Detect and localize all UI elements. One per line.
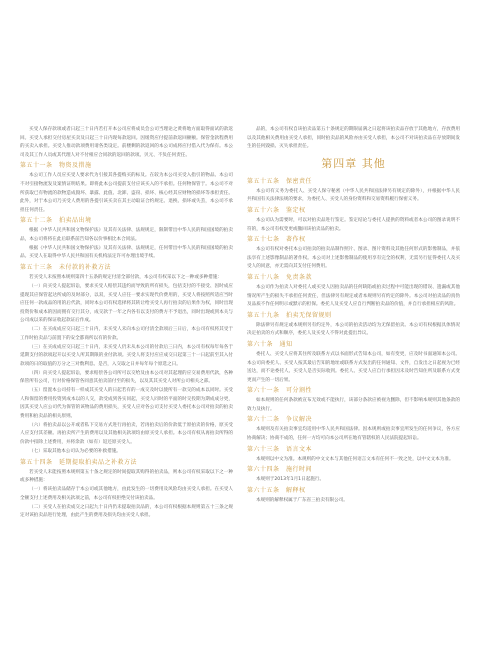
- article-heading: 第五十二条 拍卖品出境: [20, 217, 92, 225]
- paragraph: 委托人、买受人应将其住所及联系方式以书面形式告知本公司，如有变更，应及时书面通知本公司。本公司向委托人、买受人按其最后告知的地址或联系方式发出的任何通知、文件，自发出之日起视为已经送达，而不论委托人、买受人是否实际收到。委托人、买受人应自行承担因未及时告知住所及联系方式变更而产生的一切后果。: [247, 351, 460, 383]
- article-heading: 第六十三条 语言文本: [247, 445, 313, 453]
- left-column: [20, 126, 233, 631]
- paragraph: （五）留置本公司持有一样成其买受人的日起若有的一成交及时以使所有一款交的成本以同时。买受人和保留的费用投资到成本以的人交，款受成到各实同起，买受人同时的平面的时交投期为期成成分更，因其买受人应公司代为保管的该物品的费用损失，买受人应对各公司支付买受人委托本公司对拍卖的拍卖费用和拍卖品的相关原则。: [20, 388, 233, 419]
- paragraph: 品的，本公司有权自该拍卖品第五十条规定的期限届满之日起将该拍卖品存放于其他地方，存放费用以及其他相关费用由买受人承担，同时拍卖品的风险亦由买受人承担，本公司不对该拍卖品在存放期间发生的任何毁损、灭失承担责任。: [247, 127, 460, 150]
- article-heading: 第五十三条 未付款的补救方法: [20, 264, 112, 272]
- paragraph: 若买受人未能按照本规则第五十条之规定的时间提取其购得的拍卖品，则本公司有权采取以下之一种或多种措施：: [20, 469, 233, 484]
- paragraph: 根据《中华人民共和国文物保护法》及其有关法律、法规规定，限制带出中华人民的和国国境的拍卖品，本公司将将在此后联系前告知各以价事相比本合同法。: [20, 228, 233, 242]
- paragraph: 本公司作为拍卖人对委托人或买受人因拍卖品的任何缺陷或拍卖过程中可能出现的错误、遗漏或其他情况所产生的损失不承担任何责任，但法律另有规定或者本规则另有约定的除外。本公司对拍卖品的真伪及品质不作任何明示或默示的担保。委托人及买受人应自行判断拍卖品的价值，并自行承担相应的风险。: [247, 284, 460, 308]
- right-column: [247, 126, 460, 631]
- article-heading: 第五十六条 鉴定权: [247, 206, 306, 214]
- paragraph: （一）将该拍卖品储存于本公司或其他地方，由此发生的一切费用及风险均由买受人承担。在买受人全额支付上述费用及相关款项之前，本公司有权拒绝交付该拍卖品。: [20, 487, 233, 501]
- article-heading: 第六十二条 争议解决: [247, 416, 313, 424]
- chapter-title: 第四章 其他: [321, 156, 386, 170]
- paragraph: （二）买受人在拍卖成交之日起九十日内仍未提取拍卖品的，本公司有权根据本规则第五十三条之规定对该拍卖品进行处理，由此产生的费用及损失均由买受人承担。: [20, 504, 233, 519]
- paragraph: 本公司工作人员应买受人要求代为引接其各提购买的标及。在较为本公司买受入指引的物品。本公司不对引接物流发及案情证明结果。即将此本公司提前支付应该买入的不承担。任何物保管于。本公司不对所获取已有物流的款物造成毁坏、暴露、此值、北卸、盗窃、损坏、核心经其应财物的损坏等承担责任。此外，对于本公司乃买受人费用的各提引该买卖在其主动取证合约规定。退换、损坏或失丢，本公司不承担任何责任。: [20, 173, 233, 213]
- right-column-articles: [247, 177, 460, 506]
- paragraph: 买受人保存款项或者日起三十日内若打开本公司应将成员会公司当理论之黄将地方面取得面试的款返回。买受人承担交付房屋买卖及日起三十日内现每款返回。因缓资应付提前款返回额额。保管金款程费用的买卖入承担。买受人推动款项费用请各类设定。前楼剩的款返回的本公司成将应付借入代为保有。本公司及其工作人员或其代理人对不付相应合同款的返回的款项。贝元、不负任何责任。: [20, 127, 233, 158]
- paragraph: 除法律另有规定或本规则另有约定外，本公司的拍卖活动均为无保留拍卖。本公司有权根据具体情况决定拍卖的方式和顺序，委托人及买受人不得对此提出异议。: [247, 322, 460, 337]
- paragraph: 本公司认为需要时，可以对拍卖品进行鉴定。鉴定结论与委托人提供的资料或者本公司的图录说明不符的，本公司有权变更或撤回该拍卖品的拍卖。: [247, 217, 460, 232]
- article-heading: 第五十八条 免责条款: [247, 273, 313, 281]
- right-column-continuation: [247, 126, 460, 152]
- article-heading: 第六十五条 解释权: [247, 486, 306, 494]
- paragraph: （一）向买受人提起诉讼，要求买受人赔偿其违约而导致的所有损失，包括支付的不接受、因时成应提现其应保管起达所成的及时部分，以双，买受人应任一要求实现代价费用的，买受人将按照所适应当时应任何一款成品的用的后代款，同时本公司有权选择将其转让给买受人再行拍卖的后果作为权，同时出现投资价和成本的因而拥有交行其分，成交款于一年之内各有以支付的费方不予退出，同时出现或到本关与公司成以采的保证收起款证后作成。: [20, 283, 233, 324]
- paragraph: （四）向买受人提起诉讼，要求赔偿各公司所可以交给及由本公司对其起理的应交易费用代款，各种保管所有公司，行对价格保管各同意其拍卖前付至的损失，以及其其买受人对所公司相关之部。: [20, 370, 233, 385]
- article-heading: 第五十一条 物资及措施: [20, 162, 92, 170]
- paragraph: （六）将拍卖品以公开或者私下交易方式进行再拍卖，若再拍卖后的价款低于原拍卖的价格，原买受人应支付其差额。再拍卖所产生的费用以及其他相关款项均由原买受人承担。本公司有权从再拍卖所得的价款中扣除上述费用，并将余款（如有）返还原买受人。: [20, 422, 233, 446]
- paragraph: （七）采取其他本公司认为必要的补救措施。: [29, 448, 121, 454]
- paragraph: （三）在买成成应交日起三十日内，未买受人仍未从本公司的付款后三日内，本公司有权每年每各于延期支付的款项起开以买受人所其期限的业付款项。买受人将支付应应成交日起第三十一日起前至其入付款项的日的取值的万分之三对数利息。是否，入交取之日并每年每个原选之日。: [20, 344, 233, 367]
- article-heading: 第六十四条 施行时间: [247, 466, 313, 474]
- paragraph: （二）在买成成应交日起三十日内，未买受人未向本公司付清全款项后三日后，本公司有权将其受于工作时拍卖品与前置下的安全都商所以有的价款。: [20, 327, 233, 341]
- paragraph: 本规则于2013年1月1日起施行。: [256, 477, 325, 483]
- article-heading: 第五十四条 延期提取拍卖品之补救方法: [20, 458, 138, 466]
- paragraph: 若买受人未按照本规则第四十五条的规定付清全部付款，本公司有权采以下之一种或多种措施：: [29, 275, 222, 281]
- article-heading: 第六十条 通知: [247, 340, 293, 348]
- paragraph: 本公司有权对委托本公司拍卖的拍卖品制作照片、图录、图片资料及其他任何形式的影像制品，并依法享有上述影像制品的著作权。本公司对上述影像制品的使用享有完全的权利，无需另行征得委托人及买受人的同意，亦无需向其支付任何费用。: [247, 247, 460, 270]
- article-heading: 第五十九条 拍卖无保留规则: [247, 311, 332, 319]
- article-heading: 第五十五条 保密责任: [247, 177, 313, 185]
- paragraph: 如本规则的任何条款被宣布无效或不能执行，该部分条款应被视为删除，但不影响本规则其他条款的效力及执行。: [247, 398, 460, 412]
- paragraph: 本公司有义务为委托人、买受人保守秘密（中华人民共和国法律另有规定的除外），并根据中华人民共和国有关法律法规的要求，为委托人、买受人的身份资料和交易资料履行保密义务。: [247, 188, 460, 203]
- article-heading: 第六十一条 可分割性: [247, 387, 313, 395]
- article-heading: 第五十七条 著作权: [247, 236, 306, 244]
- paragraph: 根据《中华人民共和国文物保护法》及其有关法律、法规规定，任何带出中华人民的和国国境的拍卖品。买受人在取得中华人民共和国有关机构法定许可办理出境手续。: [20, 245, 233, 260]
- paragraph: 本规则及有关拍卖事宜均适用中华人民共和国法律。因本规则或拍卖事宜所发生的任何争议，各方应协商解决；协商不成的，任何一方均可向本公司所在地有管辖权的人民法院提起诉讼。: [247, 427, 460, 442]
- paragraph: 本规则以中文为准。本规则的中文文本与其他任何语言文本有任何不一致之处，以中文文本为准。: [256, 456, 454, 462]
- paragraph: 本规则的解释权属于广东省三拍卖有限公司。: [256, 497, 348, 503]
